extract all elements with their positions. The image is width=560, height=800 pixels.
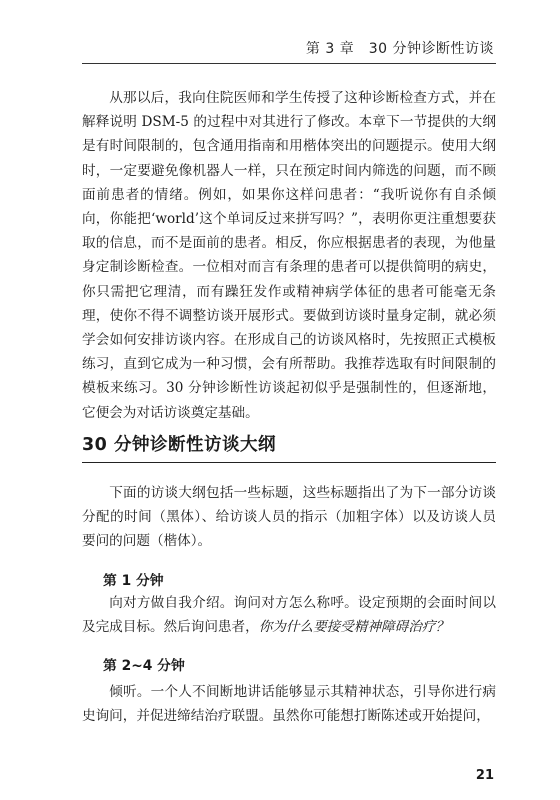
subhead-minute-1: 第 1 分钟 xyxy=(103,573,164,589)
page-number: 21 xyxy=(475,768,494,783)
paragraph-3-text: 向对方做自我介绍。询问对方怎么称呼。设定预期的会面时间以及完成目标。然后询问患者， xyxy=(82,595,496,636)
subhead-minutes-2-4: 第 2~4 分钟 xyxy=(103,658,185,674)
paragraph-3-question: 你为什么要接受精神障碍治疗？ xyxy=(258,619,450,636)
header-divider xyxy=(82,63,496,64)
body-paragraph-2: 下面的访谈大纲包括一些标题，这些标题指出了为下一部分访谈分配的时间（黑体）、给访谈人员的指示（加粗字体）以及访谈人员要问的问题（楷体）。 xyxy=(82,485,496,550)
section-title-divider xyxy=(82,462,496,463)
section-title: 30 分钟诊断性访谈大纲 xyxy=(82,435,276,455)
body-paragraph-1: 从那以后，我向住院医师和学生传授了这种诊断检查方式，并在解释说明 DSM-5 的过程中对其进行了修改。本章下一节提供的大纲是有时间限制的，包含通用指南和用楷体突出的问题提示。使用大纲时，一定要避免像机器人一样，只在预定时间内筛选的问题，而不顾面前患者的情绪。例如，如果你这样问患者：“我听说你有自杀倾向，你能把‘world’这个单词反过来拼写吗？”，表明你更注重想要获取的信息，而不是面前的患者。相反，你应根据患者的表现，为他量身定制诊断检查。一位相对而言有条理的患者可以提供简明的病史，你只需把它理清，而有躁狂发作或精神病学体征的患者可能毫无条理，使你不得不调整访谈开展形式。要做到访谈时量身定制，就必须学会如何安排访谈内容。在形成自己的访谈风格时，先按照正式模板练习，直到它成为一种习惯，会有所帮助。我推荐选取有时间限制的模板来练习。30 分钟诊断性访谈起初似乎是强制性的，但逐渐地，它便会为对话访谈奠定基础。 xyxy=(82,90,496,421)
body-paragraph-4: 倾听。一个人不间断地讲话能够显示其精神状态，引导你进行病史询问，并促进缔结治疗联盟。虽然你可能想打断陈述或开始提问， xyxy=(82,684,496,725)
running-header: 第 3 章 30 分钟诊断性访谈 xyxy=(305,41,494,57)
body-paragraph-3 xyxy=(82,591,496,639)
